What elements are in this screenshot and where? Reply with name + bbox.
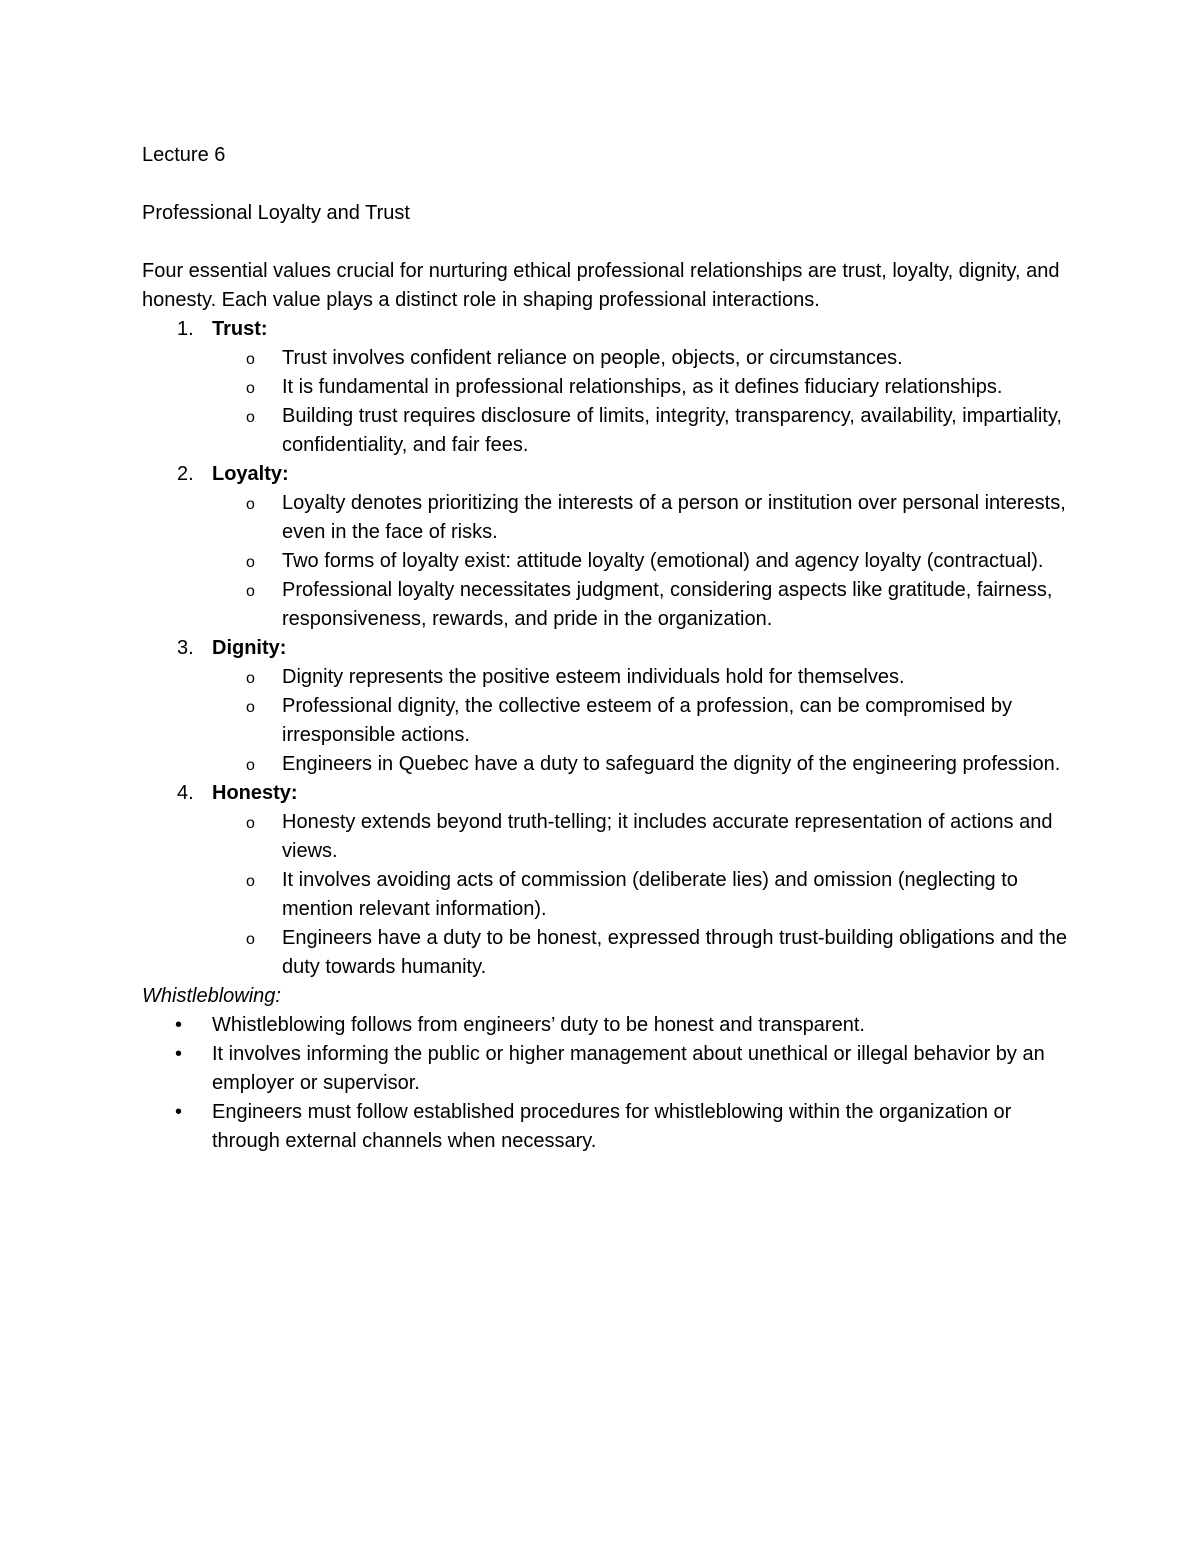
sub-point xyxy=(142,924,1082,982)
sub-point-text: Professional dignity, the collective esteem of a profession, can be compromised by irresponsible actions. xyxy=(282,695,1012,746)
whistleblowing-point xyxy=(142,1098,1082,1156)
list-number: 2. xyxy=(177,463,194,485)
list-number: 3. xyxy=(177,637,194,659)
circle-bullet-icon: o xyxy=(246,931,255,948)
circle-bullet-icon: o xyxy=(246,873,255,890)
sub-point-list xyxy=(212,344,1082,460)
circle-bullet-icon: o xyxy=(246,699,255,716)
sub-point-text: Loyalty denotes prioritizing the interests of a person or institution over personal interests, even in the face of risks. xyxy=(282,492,1066,543)
sub-point-text: It is fundamental in professional relationships, as it defines fiduciary relationships. xyxy=(282,376,1003,398)
bullet-icon: • xyxy=(175,1043,183,1065)
sub-point xyxy=(142,489,1082,547)
sub-point-text: Honesty extends beyond truth-telling; it includes accurate representation of actions and views. xyxy=(282,811,1053,862)
sub-point xyxy=(142,547,1082,576)
circle-bullet-icon: o xyxy=(246,554,255,571)
value-item-honesty xyxy=(142,779,1082,982)
sub-point-list xyxy=(212,663,1082,779)
value-title: Honesty: xyxy=(212,782,298,804)
value-item-dignity xyxy=(142,634,1082,779)
sub-point xyxy=(142,344,1082,373)
circle-bullet-icon: o xyxy=(246,670,255,687)
list-number: 1. xyxy=(177,318,194,340)
value-item-trust xyxy=(142,315,1082,460)
circle-bullet-icon: o xyxy=(246,496,255,513)
sub-point xyxy=(142,750,1082,779)
circle-bullet-icon: o xyxy=(246,380,255,397)
sub-point xyxy=(142,692,1082,750)
intro-paragraph: Four essential values crucial for nurturing ethical professional relationships are trust, loyalty, dignity, and honesty. Each value plays a distinct role in shaping professional interactions. xyxy=(142,260,1060,311)
sub-point xyxy=(142,808,1082,866)
circle-bullet-icon: o xyxy=(246,583,255,600)
sub-point xyxy=(142,373,1082,402)
sub-point-text: Engineers in Quebec have a duty to safeguard the dignity of the engineering profession. xyxy=(282,753,1061,775)
lecture-label: Lecture 6 xyxy=(142,144,226,166)
blank-line xyxy=(142,170,1082,199)
whistleblowing-heading: Whistleblowing: xyxy=(142,985,281,1007)
sub-point-text: Two forms of loyalty exist: attitude loyalty (emotional) and agency loyalty (contractual). xyxy=(282,550,1044,572)
circle-bullet-icon: o xyxy=(246,409,255,426)
bullet-icon: • xyxy=(175,1101,183,1123)
blank-line xyxy=(142,228,1082,257)
sub-point xyxy=(142,866,1082,924)
list-number: 4. xyxy=(177,782,194,804)
value-item-loyalty xyxy=(142,460,1082,634)
circle-bullet-icon: o xyxy=(246,757,255,774)
bullet-icon: • xyxy=(175,1014,183,1036)
whistleblowing-point xyxy=(142,1040,1082,1098)
values-list xyxy=(142,315,1082,982)
circle-bullet-icon: o xyxy=(246,815,255,832)
sub-point xyxy=(142,576,1082,634)
sub-point-text: Building trust requires disclosure of limits, integrity, transparency, availability, impartiality, confidentiality, and fair fees. xyxy=(282,405,1062,456)
circle-bullet-icon: o xyxy=(246,351,255,368)
whistleblowing-point-text: It involves informing the public or higher management about unethical or illegal behavior by an employer or supervisor. xyxy=(212,1043,1045,1094)
document-title: Professional Loyalty and Trust xyxy=(142,202,410,224)
sub-point-text: Trust involves confident reliance on people, objects, or circumstances. xyxy=(282,347,903,369)
sub-point-text: Dignity represents the positive esteem individuals hold for themselves. xyxy=(282,666,905,688)
sub-point xyxy=(142,402,1082,460)
sub-point xyxy=(142,663,1082,692)
sub-point-list xyxy=(212,808,1082,982)
value-title: Dignity: xyxy=(212,637,287,659)
sub-point-text: It involves avoiding acts of commission (deliberate lies) and omission (neglecting to mention relevant information). xyxy=(282,869,1018,920)
sub-point-text: Engineers have a duty to be honest, expressed through trust-building obligations and the duty towards humanity. xyxy=(282,927,1067,978)
document-page xyxy=(142,141,1082,1156)
sub-point-text: Professional loyalty necessitates judgment, considering aspects like gratitude, fairness, responsiveness, rewards, and pride in the organization. xyxy=(282,579,1053,630)
whistleblowing-point-text: Engineers must follow established procedures for whistleblowing within the organization or through external channels when necessary. xyxy=(212,1101,1012,1152)
value-title: Trust: xyxy=(212,318,268,340)
sub-point-list xyxy=(212,489,1082,634)
value-title: Loyalty: xyxy=(212,463,289,485)
whistleblowing-point xyxy=(142,1011,1082,1040)
whistleblowing-point-text: Whistleblowing follows from engineers’ duty to be honest and transparent. xyxy=(212,1014,865,1036)
whistleblowing-list xyxy=(142,1011,1082,1156)
